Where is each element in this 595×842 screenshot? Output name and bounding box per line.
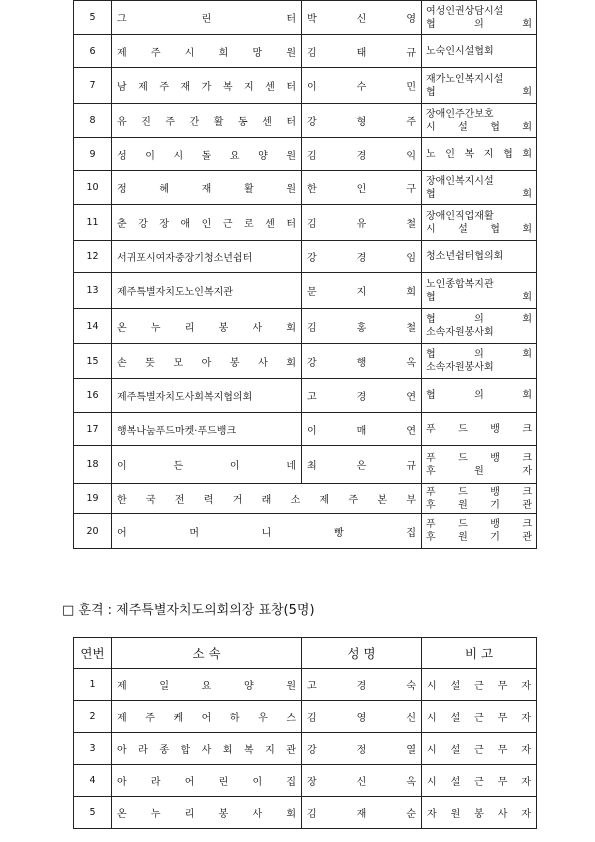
note-line: 협 회 <box>426 291 532 303</box>
affiliation-cell: 유 진 주 간 활 동 센 터 <box>112 104 302 138</box>
row-number: 3 <box>74 733 112 765</box>
note-line: 협 회 <box>426 188 532 200</box>
row-number: 11 <box>74 205 112 241</box>
note-cell <box>422 309 537 344</box>
affiliation-cell: 서귀포시여자중장기청소년쉼터 <box>112 241 302 273</box>
table-row <box>74 205 537 241</box>
person-name-cell: 이 매 연 <box>302 413 422 446</box>
lower-award-table <box>73 637 537 829</box>
person-name-cell: 고 경 숙 <box>302 669 422 701</box>
affiliation-cell: 춘 강 장 애 인 근 로 센 터 <box>112 205 302 241</box>
affiliation-cell: 제 일 요 양 원 <box>112 669 302 701</box>
note-line: 노인종합복지관 <box>426 278 494 290</box>
affiliation-cell: 한 국 전 력 거 래 소 제 주 본 부 <box>112 484 422 514</box>
affiliation-cell: 남 제 주 재 가 복 지 센 터 <box>112 68 302 104</box>
table-row <box>74 765 537 797</box>
note-line: 협 의 회 <box>426 18 532 30</box>
note-cell <box>422 205 537 241</box>
affiliation-cell: 그 린 터 <box>112 1 302 35</box>
note-line: 소속자원봉사회 <box>426 327 494 338</box>
row-number: 19 <box>74 484 112 514</box>
table-row <box>74 104 537 138</box>
affiliation-cell: 아 라 어 린 이 집 <box>112 765 302 797</box>
affiliation-cell: 제 주 시 희 망 원 <box>112 35 302 68</box>
row-number: 2 <box>74 701 112 733</box>
note-line: 푸 드 뱅 크 <box>426 519 532 530</box>
table-row <box>74 68 537 104</box>
note-line: 시 설 협 회 <box>426 223 532 235</box>
person-name-cell: 김 유 철 <box>302 205 422 241</box>
note-cell <box>422 68 537 104</box>
table-row <box>74 273 537 309</box>
note-line: 협 의 회 <box>426 349 532 360</box>
table-row <box>74 514 537 549</box>
row-number: 6 <box>74 35 112 68</box>
person-name-cell: 강 경 임 <box>302 241 422 273</box>
affiliation-cell: 이 든 이 네 <box>112 446 302 484</box>
note-cell <box>422 138 537 171</box>
note-line: 청소년쉼터협의회 <box>426 251 504 262</box>
note-cell <box>422 104 537 138</box>
note-cell <box>422 514 537 549</box>
affiliation-cell: 제주특별자치도노인복지관 <box>112 273 302 309</box>
note-line: 장애인복지시설 <box>426 175 494 187</box>
row-number: 14 <box>74 309 112 344</box>
affiliation-cell: 어 머 니 빵 집 <box>112 514 422 549</box>
row-number: 5 <box>74 1 112 35</box>
affiliation-cell: 제주특별자치도사회복지협의회 <box>112 379 302 413</box>
note-line: 여성인권상담시설 <box>426 5 504 17</box>
upper-award-table <box>73 0 537 549</box>
note-line: 후 원 기 관 <box>426 532 532 543</box>
note-line: 시 설 협 회 <box>426 121 532 133</box>
row-number: 20 <box>74 514 112 549</box>
table-row <box>74 701 537 733</box>
section-heading: □ 훈격 : 제주특별자치도의회의장 표창(5명) <box>62 603 315 618</box>
note-line: 소속자원봉사회 <box>426 362 494 373</box>
header-note: 비 고 <box>422 638 537 669</box>
row-number: 4 <box>74 765 112 797</box>
note-cell <box>422 35 537 68</box>
note-line: 푸 드 뱅 크 <box>426 423 532 435</box>
note-cell <box>422 273 537 309</box>
person-name-cell: 김 재 순 <box>302 797 422 829</box>
note-line: 장애인주간보호 <box>426 108 494 120</box>
person-name-cell: 박 신 영 <box>302 1 422 35</box>
note-line: 노 인 복 지 협 회 <box>426 148 532 160</box>
header-row <box>74 638 537 669</box>
note-line: 재가노인복지시설 <box>426 73 504 85</box>
note-line: 푸 드 뱅 크 <box>426 452 532 464</box>
row-number: 10 <box>74 171 112 205</box>
affiliation-cell: 손 뜻 모 아 봉 사 회 <box>112 344 302 379</box>
person-name-cell: 김 홍 철 <box>302 309 422 344</box>
note-cell <box>422 484 537 514</box>
note-cell: 시 설 근 무 자 <box>422 765 537 797</box>
table-row <box>74 241 537 273</box>
note-cell: 시 설 근 무 자 <box>422 701 537 733</box>
table-row <box>74 733 537 765</box>
table-row <box>74 413 537 446</box>
note-line: 협 의 회 <box>426 314 532 325</box>
row-number: 9 <box>74 138 112 171</box>
person-name-cell: 강 형 주 <box>302 104 422 138</box>
person-name-cell: 김 경 익 <box>302 138 422 171</box>
person-name-cell: 고 경 연 <box>302 379 422 413</box>
affiliation-cell: 정 혜 재 활 원 <box>112 171 302 205</box>
note-line: 후 원 자 <box>426 465 532 477</box>
person-name-cell: 김 영 신 <box>302 701 422 733</box>
row-number: 18 <box>74 446 112 484</box>
table-row <box>74 171 537 205</box>
table-row <box>74 309 537 344</box>
table-row <box>74 1 537 35</box>
row-number: 13 <box>74 273 112 309</box>
table-row <box>74 379 537 413</box>
table-row <box>74 35 537 68</box>
note-cell: 시 설 근 무 자 <box>422 669 537 701</box>
note-line: 노숙인시설협회 <box>426 45 494 57</box>
note-cell <box>422 1 537 35</box>
note-cell <box>422 446 537 484</box>
affiliation-cell: 온 누 리 봉 사 회 <box>112 309 302 344</box>
table-row <box>74 344 537 379</box>
person-name-cell: 이 수 민 <box>302 68 422 104</box>
row-number: 12 <box>74 241 112 273</box>
note-line: 후 원 기 관 <box>426 499 532 511</box>
note-cell <box>422 413 537 446</box>
note-cell <box>422 171 537 205</box>
row-number: 5 <box>74 797 112 829</box>
row-number: 8 <box>74 104 112 138</box>
affiliation-cell: 제 주 케 어 하 우 스 <box>112 701 302 733</box>
affiliation-cell: 행복나눔푸드마켓·푸드뱅크 <box>112 413 302 446</box>
person-name-cell: 강 행 옥 <box>302 344 422 379</box>
person-name-cell: 한 인 구 <box>302 171 422 205</box>
person-name-cell: 김 태 규 <box>302 35 422 68</box>
row-number: 1 <box>74 669 112 701</box>
row-number: 16 <box>74 379 112 413</box>
lower-award-table-body <box>74 669 537 829</box>
affiliation-cell: 성 이 시 돌 요 양 원 <box>112 138 302 171</box>
person-name-cell: 최 은 규 <box>302 446 422 484</box>
table-row <box>74 484 537 514</box>
note-cell <box>422 379 537 413</box>
note-line: 푸 드 뱅 크 <box>426 486 532 498</box>
person-name-cell: 강 정 열 <box>302 733 422 765</box>
table-row <box>74 138 537 171</box>
row-number: 15 <box>74 344 112 379</box>
note-cell <box>422 344 537 379</box>
table-row <box>74 797 537 829</box>
note-line: 협 회 <box>426 86 532 98</box>
note-cell: 자 원 봉 사 자 <box>422 797 537 829</box>
affiliation-cell: 아 라 종 합 사 회 복 지 관 <box>112 733 302 765</box>
person-name-cell: 장 신 옥 <box>302 765 422 797</box>
note-cell <box>422 241 537 273</box>
header-name: 성 명 <box>302 638 422 669</box>
row-number: 17 <box>74 413 112 446</box>
affiliation-cell: 온 누 리 봉 사 회 <box>112 797 302 829</box>
header-affiliation: 소 속 <box>112 638 302 669</box>
upper-award-table-body <box>74 1 537 549</box>
note-line: 협 의 회 <box>426 390 532 401</box>
table-row <box>74 446 537 484</box>
table-row <box>74 669 537 701</box>
header-number: 연번 <box>74 638 112 669</box>
note-cell: 시 설 근 무 자 <box>422 733 537 765</box>
person-name-cell: 문 지 희 <box>302 273 422 309</box>
note-line: 장애인직업재활 <box>426 210 494 222</box>
row-number: 7 <box>74 68 112 104</box>
